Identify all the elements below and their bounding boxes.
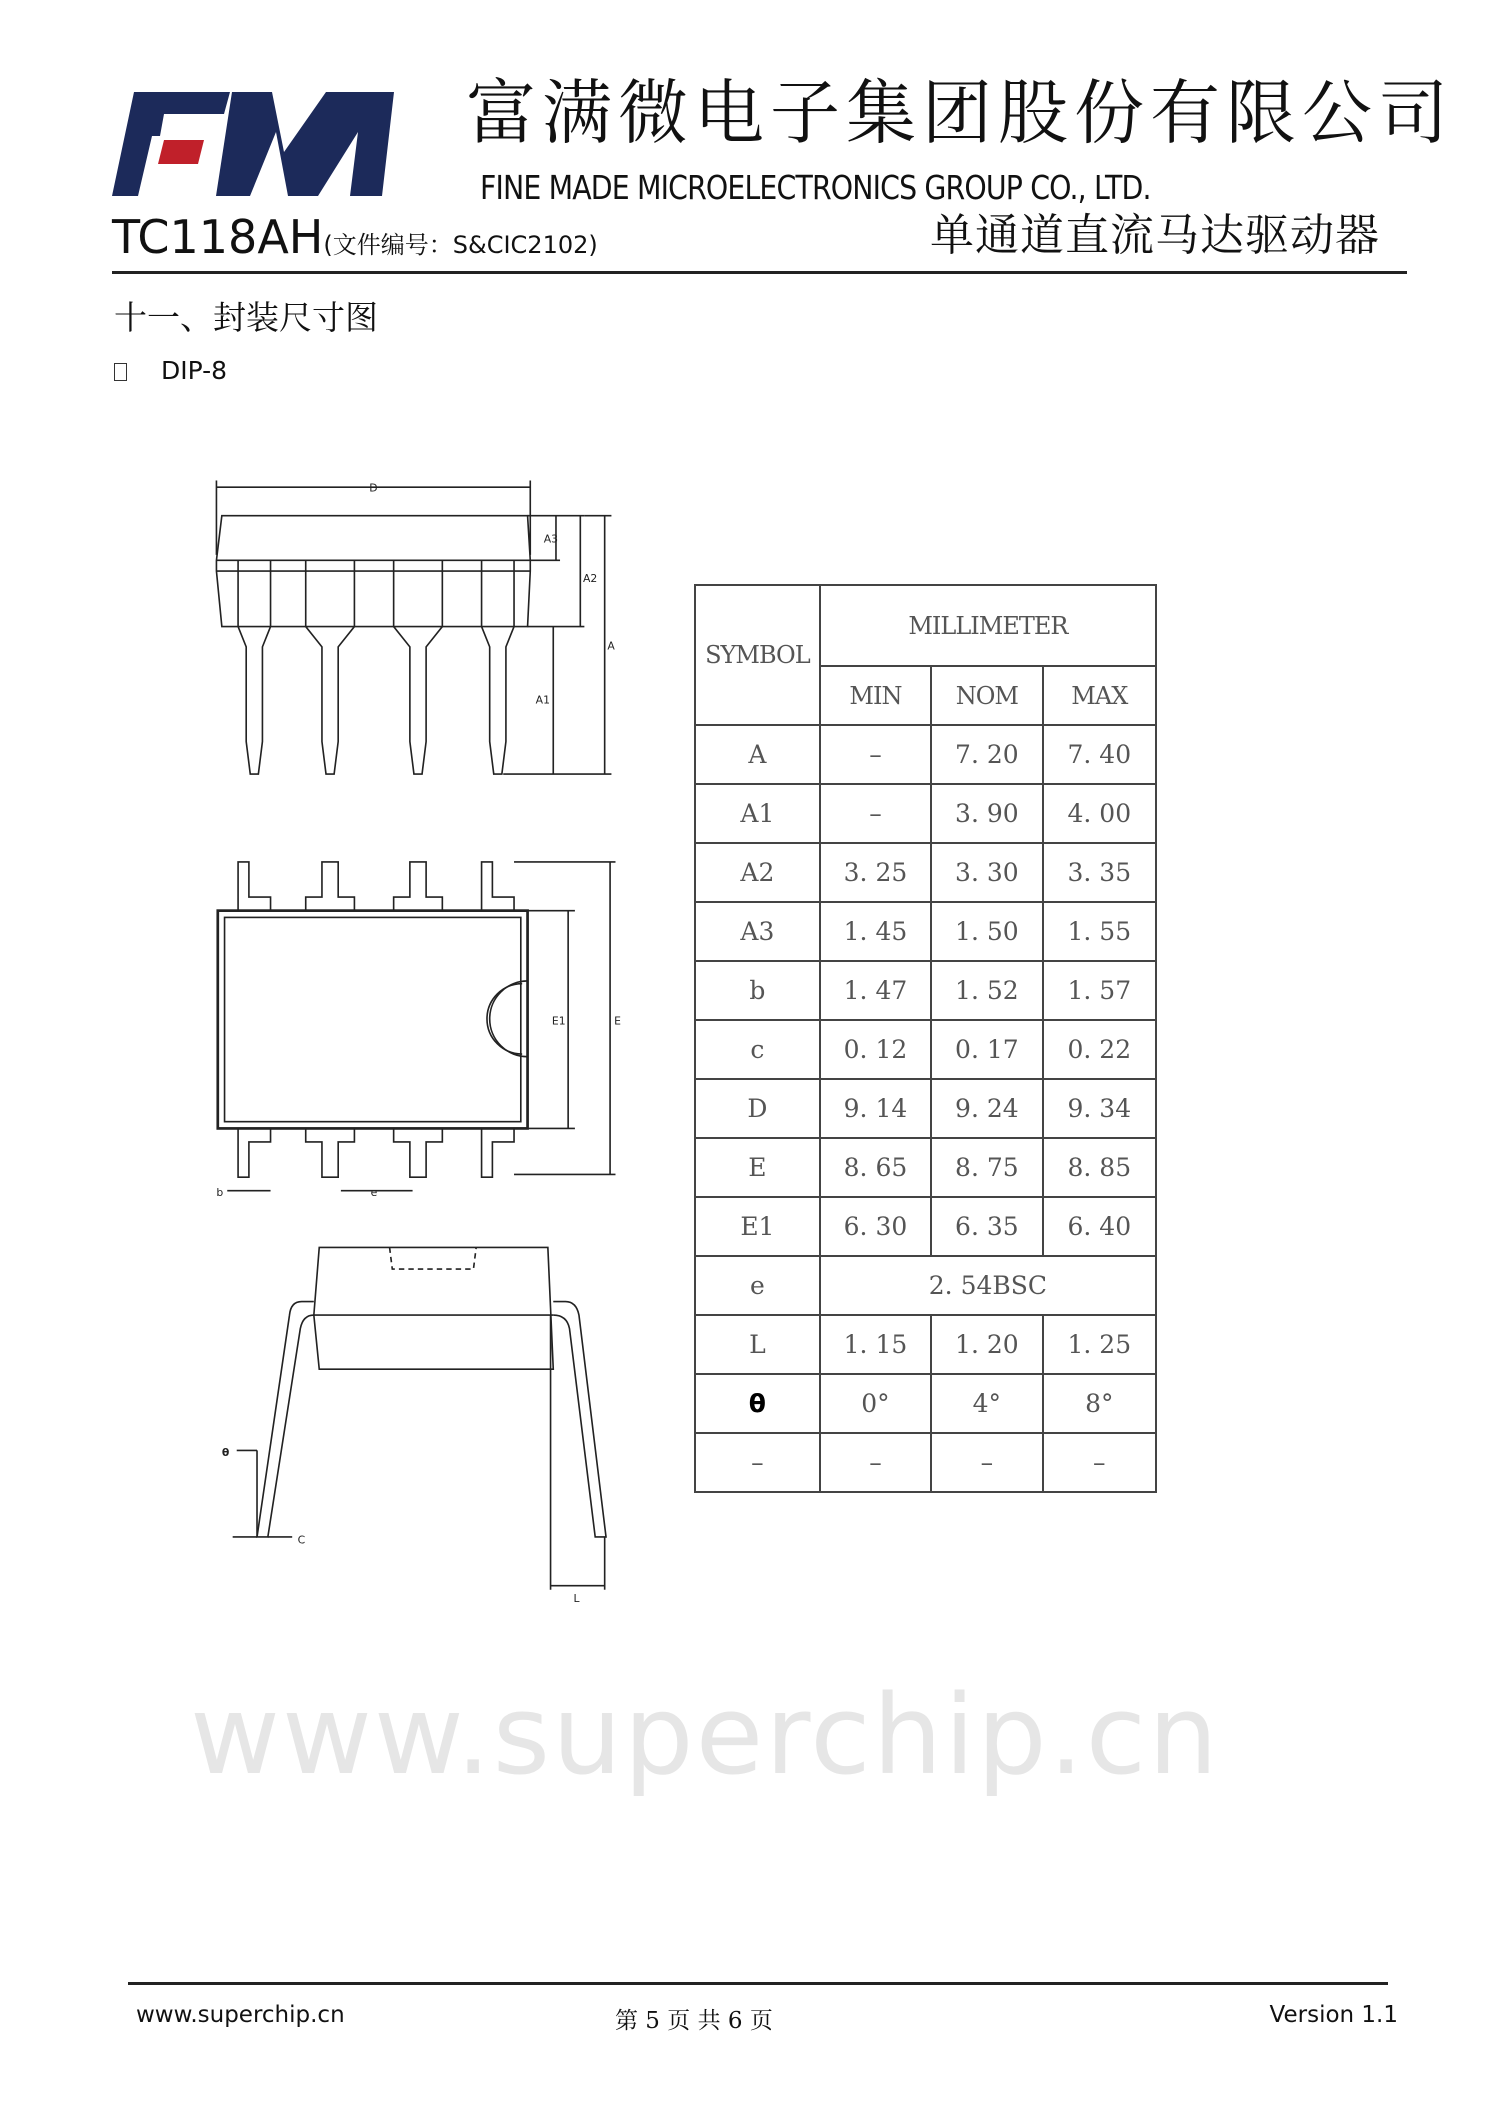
table-row: [695, 1256, 1156, 1315]
cell-symbol: E1: [695, 1197, 820, 1256]
cell-nom: 9. 24: [931, 1079, 1042, 1138]
cell-nom: 1. 50: [931, 902, 1042, 961]
pin-lead: [394, 1128, 443, 1177]
cell-max: 1. 55: [1043, 902, 1156, 961]
table-row: [695, 1138, 1156, 1197]
watermark: www.superchip.cn: [190, 1671, 1220, 1799]
dim-label-A1: A1: [535, 693, 550, 707]
cell-nom: 8. 75: [931, 1138, 1042, 1197]
cell-symbol: b: [695, 961, 820, 1020]
cell-symbol: c: [695, 1020, 820, 1079]
pin-lead: [238, 560, 270, 774]
cell-nom: 7. 20: [931, 725, 1042, 784]
table-row: [695, 1197, 1156, 1256]
cell-symbol: e: [695, 1256, 820, 1315]
cell-symbol: A: [695, 725, 820, 784]
pin-lead: [238, 862, 270, 911]
cell-min: 0°: [820, 1374, 931, 1433]
side-view-drawing: [216, 480, 611, 774]
cell-symbol: A2: [695, 843, 820, 902]
package-name: DIP-8: [161, 356, 228, 385]
table-row: [695, 1315, 1156, 1374]
footer-divider: [128, 1982, 1388, 1985]
dim-label-e: e: [370, 1186, 378, 1200]
dim-label-A: A: [607, 639, 615, 653]
cell-nom: 3. 90: [931, 784, 1042, 843]
pin-lead: [306, 1128, 355, 1177]
pin-lead: [482, 1128, 514, 1177]
footer-page-number: 第 5 页 共 6 页: [615, 2008, 773, 2034]
table-row: [695, 1020, 1156, 1079]
col-header-nom: NOM: [931, 666, 1042, 725]
cell-nom: 6. 35: [931, 1197, 1042, 1256]
dimension-table: [694, 584, 1157, 1493]
unit-header: MILLIMETER: [820, 585, 1156, 666]
section-title: 十一、封装尺寸图: [114, 298, 378, 337]
cell-symbol: A3: [695, 902, 820, 961]
pin-lead: [482, 862, 514, 911]
cell-nom: 4°: [931, 1374, 1042, 1433]
cell-symbol: θ: [695, 1374, 820, 1433]
end-view-drawing: [233, 1247, 606, 1589]
cell-max: 1. 57: [1043, 961, 1156, 1020]
company-name-en: FINE MADE MICROELECTRONICS GROUP CO., LTD.: [480, 168, 1151, 207]
table-row: [695, 1079, 1156, 1138]
cell-max: 7. 40: [1043, 725, 1156, 784]
pin-lead: [482, 560, 514, 774]
pin-lead: [306, 862, 355, 911]
cell-max: 3. 35: [1043, 843, 1156, 902]
pin-lead: [306, 560, 355, 774]
cell-nom: 1. 52: [931, 961, 1042, 1020]
pin-lead: [238, 1128, 270, 1177]
cell-symbol: L: [695, 1315, 820, 1374]
footer-version: Version 1.1: [1269, 2002, 1398, 2028]
cell-min: 1. 47: [820, 961, 931, 1020]
table-row: [695, 784, 1156, 843]
cell-nom: 1. 20: [931, 1315, 1042, 1374]
pin-lead: [394, 862, 443, 911]
product-description: 单通道直流马达驱动器: [930, 210, 1380, 261]
part-number: TC118AH: [112, 210, 324, 264]
cell-min: 8. 65: [820, 1138, 931, 1197]
footer-website: www.superchip.cn: [136, 2002, 345, 2028]
dim-label-theta: θ: [221, 1445, 230, 1459]
cell-max: 9. 34: [1043, 1079, 1156, 1138]
dim-label-D: D: [369, 481, 378, 495]
dim-label-E1: E1: [551, 1014, 566, 1028]
cell-symbol: E: [695, 1138, 820, 1197]
table-row: [695, 961, 1156, 1020]
cell-max: –: [1043, 1433, 1156, 1492]
cell-nom: –: [931, 1433, 1042, 1492]
table-row: [695, 1433, 1156, 1492]
cell-min: –: [820, 1433, 931, 1492]
cell-max: 1. 25: [1043, 1315, 1156, 1374]
doc-number: (文件编号：S&CIC2102): [323, 231, 598, 259]
symbol-header: SYMBOL: [695, 585, 820, 725]
cell-min: 3. 25: [820, 843, 931, 902]
dim-label-A3: A3: [543, 532, 559, 546]
pin-lead: [394, 560, 443, 774]
cell-min: 1. 15: [820, 1315, 931, 1374]
cell-symbol: –: [695, 1433, 820, 1492]
col-header-min: MIN: [820, 666, 931, 725]
cell-max: 8°: [1043, 1374, 1156, 1433]
cell-min: 1. 45: [820, 902, 931, 961]
table-row: [695, 1374, 1156, 1433]
cell-max: 4. 00: [1043, 784, 1156, 843]
company-name-cn: 富满微电子集团股份有限公司: [466, 72, 1454, 154]
table-row: [695, 902, 1156, 961]
cell-nom: 3. 30: [931, 843, 1042, 902]
cell-max: 8. 85: [1043, 1138, 1156, 1197]
cell-min: 6. 30: [820, 1197, 931, 1256]
cell-min: –: [820, 725, 931, 784]
dim-label-E: E: [614, 1014, 621, 1028]
table-row: [695, 843, 1156, 902]
col-header-max: MAX: [1043, 666, 1156, 725]
cell-value: 2. 54BSC: [820, 1256, 1156, 1315]
cell-min: 0. 12: [820, 1020, 931, 1079]
table-row: [695, 725, 1156, 784]
cell-min: 9. 14: [820, 1079, 931, 1138]
cell-min: –: [820, 784, 931, 843]
dim-label-L: L: [573, 1591, 580, 1605]
cell-symbol: D: [695, 1079, 820, 1138]
dim-label-c: C: [297, 1533, 306, 1547]
cell-max: 6. 40: [1043, 1197, 1156, 1256]
cell-nom: 0. 17: [931, 1020, 1042, 1079]
dim-label-A2: A2: [583, 571, 598, 585]
cell-max: 0. 22: [1043, 1020, 1156, 1079]
dim-label-b: b: [216, 1186, 224, 1200]
cell-symbol: A1: [695, 784, 820, 843]
